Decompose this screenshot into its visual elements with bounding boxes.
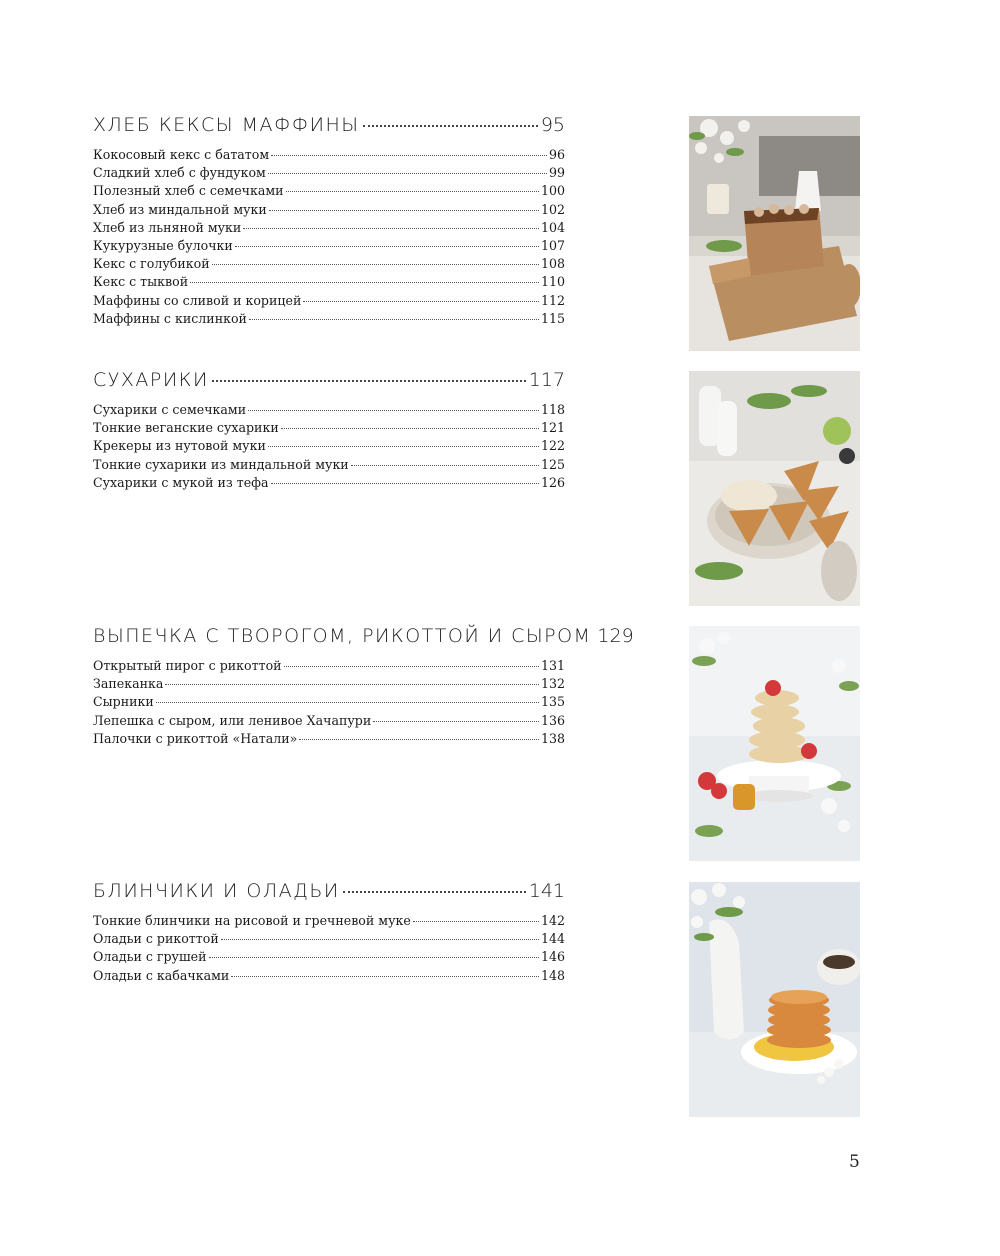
page-number: 5 [849, 1152, 860, 1172]
section-title: СУХАРИКИ [93, 369, 209, 391]
entry-title: Лепешка с сыром, или ленивое Хачапури [93, 712, 372, 728]
entry-page: 108 [540, 256, 565, 272]
entry-title: Палочки с рикоттой «Натали» [93, 730, 298, 746]
toc-entry[interactable] [93, 237, 565, 255]
entry-title: Запеканка [93, 676, 164, 692]
entry-page: 122 [540, 438, 565, 454]
entry-title: Сухарики с семечками [93, 402, 247, 417]
toc-entry[interactable] [93, 730, 565, 748]
dot-leader [269, 210, 539, 211]
section-page: 141 [528, 880, 565, 902]
dot-leader [248, 410, 539, 411]
toc-entry[interactable] [93, 912, 565, 930]
entry-page: 100 [540, 183, 565, 199]
section-page: 117 [528, 369, 565, 391]
dot-leader [231, 976, 539, 977]
bread-photo [689, 116, 860, 351]
dot-leader [373, 721, 539, 722]
entry-page: 131 [540, 658, 565, 673]
entry-page: 99 [548, 165, 565, 181]
section-title: ХЛЕБ КЕКСЫ МАФФИНЫ [93, 114, 360, 136]
section-heading[interactable] [93, 369, 565, 395]
toc-entry[interactable] [93, 401, 565, 419]
entry-page: 104 [540, 219, 565, 235]
toc-section-pancakes [93, 880, 565, 985]
entry-page: 142 [540, 913, 565, 928]
toc-entry[interactable] [93, 967, 565, 985]
entry-title: Кукурузные булочки [93, 237, 233, 253]
dot-leader [156, 702, 539, 703]
dot-leader [299, 739, 539, 740]
entry-title: Оладьи с кабачками [93, 967, 230, 983]
pancakes-photo [689, 882, 860, 1117]
toc-entry[interactable] [93, 948, 565, 966]
entry-title: Сырники [93, 694, 154, 710]
entry-page: 118 [540, 402, 565, 417]
dot-leader [343, 891, 526, 893]
dot-leader [243, 228, 539, 229]
entry-page: 135 [540, 694, 565, 710]
entry-title: Сухарики с мукой из тефа [93, 474, 269, 490]
entry-title: Кекс с голубикой [93, 256, 210, 272]
entry-title: Оладьи с грушей [93, 949, 207, 965]
section-title: БЛИНЧИКИ И ОЛАДЬИ [93, 880, 340, 902]
entry-title: Хлеб из льняной муки [93, 219, 242, 235]
toc-entry[interactable] [93, 273, 565, 291]
syrniki-photo [689, 626, 860, 861]
toc-entry[interactable] [93, 456, 565, 474]
entry-title: Открытый пирог с рикоттой [93, 658, 282, 673]
dot-leader [221, 939, 539, 940]
entry-title: Полезный хлеб с семечками [93, 183, 284, 199]
entry-title: Кекс с тыквой [93, 274, 189, 290]
toc-entry[interactable] [93, 437, 565, 455]
dot-leader [190, 282, 539, 283]
entry-list [93, 912, 565, 985]
toc-entry[interactable] [93, 419, 565, 437]
entry-page: 136 [540, 712, 565, 728]
toc-entry[interactable] [93, 182, 565, 200]
dot-leader [268, 446, 539, 447]
dot-leader [268, 173, 547, 174]
toc-entry[interactable] [93, 292, 565, 310]
crackers-photo [689, 371, 860, 606]
entry-page: 144 [540, 931, 565, 947]
entry-title: Тонкие сухарики из миндальной муки [93, 456, 349, 472]
toc-entry[interactable] [93, 164, 565, 182]
entry-title: Тонкие веганские сухарики [93, 420, 279, 436]
entry-page: 121 [540, 420, 565, 436]
section-page: 95 [540, 114, 565, 136]
entry-page: 132 [540, 676, 565, 692]
dot-leader [271, 483, 539, 484]
entry-page: 138 [540, 730, 565, 746]
entry-title: Маффины со сливой и корицей [93, 292, 302, 308]
entry-page: 110 [540, 274, 565, 290]
dot-leader [303, 301, 539, 302]
toc-entry[interactable] [93, 219, 565, 237]
dot-leader [281, 428, 539, 429]
section-heading[interactable] [93, 625, 634, 651]
dot-leader [249, 319, 539, 320]
toc-entry[interactable] [93, 930, 565, 948]
entry-list [93, 401, 565, 492]
dot-leader [284, 666, 539, 667]
toc-entry[interactable] [93, 474, 565, 492]
section-heading[interactable] [93, 114, 565, 140]
section-title: ВЫПЕЧКА С ТВОРОГОМ, РИКОТТОЙ И СЫРОМ [93, 625, 592, 647]
dot-leader [165, 684, 539, 685]
entry-title: Крекеры из нутовой муки [93, 438, 266, 454]
toc-entry[interactable] [93, 675, 565, 693]
entry-title: Маффины с кислинкой [93, 310, 247, 326]
dot-leader [212, 264, 539, 265]
entry-page: 112 [540, 292, 565, 308]
entry-title: Хлеб из миндальной муки [93, 201, 267, 217]
entry-page: 107 [540, 237, 565, 253]
entry-page: 146 [540, 949, 565, 965]
entry-page: 115 [540, 310, 565, 326]
dot-leader [235, 246, 539, 247]
entry-title: Тонкие блинчики на рисовой и гречневой муке [93, 913, 411, 928]
dot-leader [212, 380, 526, 382]
toc-entry[interactable] [93, 310, 565, 328]
dot-leader [286, 191, 539, 192]
section-heading[interactable] [93, 880, 565, 906]
entry-page: 125 [540, 456, 565, 472]
entry-page: 126 [540, 474, 565, 490]
entry-list [93, 657, 565, 748]
entry-page: 96 [548, 147, 565, 162]
toc-entry[interactable] [93, 693, 565, 711]
dot-leader [271, 155, 547, 156]
toc-entry[interactable] [93, 712, 565, 730]
entry-title: Сладкий хлеб с фундуком [93, 165, 266, 181]
toc-entry[interactable] [93, 201, 565, 219]
dot-leader [413, 921, 539, 922]
toc-entry[interactable] [93, 657, 565, 675]
section-page: 129 [597, 625, 634, 647]
toc-section-crackers [93, 369, 565, 492]
entry-page: 102 [540, 201, 565, 217]
entry-title: Кокосовый кекс с бататом [93, 147, 270, 162]
entry-list [93, 146, 565, 328]
dot-leader [351, 465, 539, 466]
toc-entry[interactable] [93, 146, 565, 164]
dot-leader [363, 125, 538, 127]
toc-section-bread [93, 114, 565, 328]
toc-entry[interactable] [93, 255, 565, 273]
entry-title: Оладьи с рикоттой [93, 931, 219, 947]
toc-section-cheese-bakes [93, 625, 634, 748]
dot-leader [209, 957, 539, 958]
entry-page: 148 [540, 967, 565, 983]
